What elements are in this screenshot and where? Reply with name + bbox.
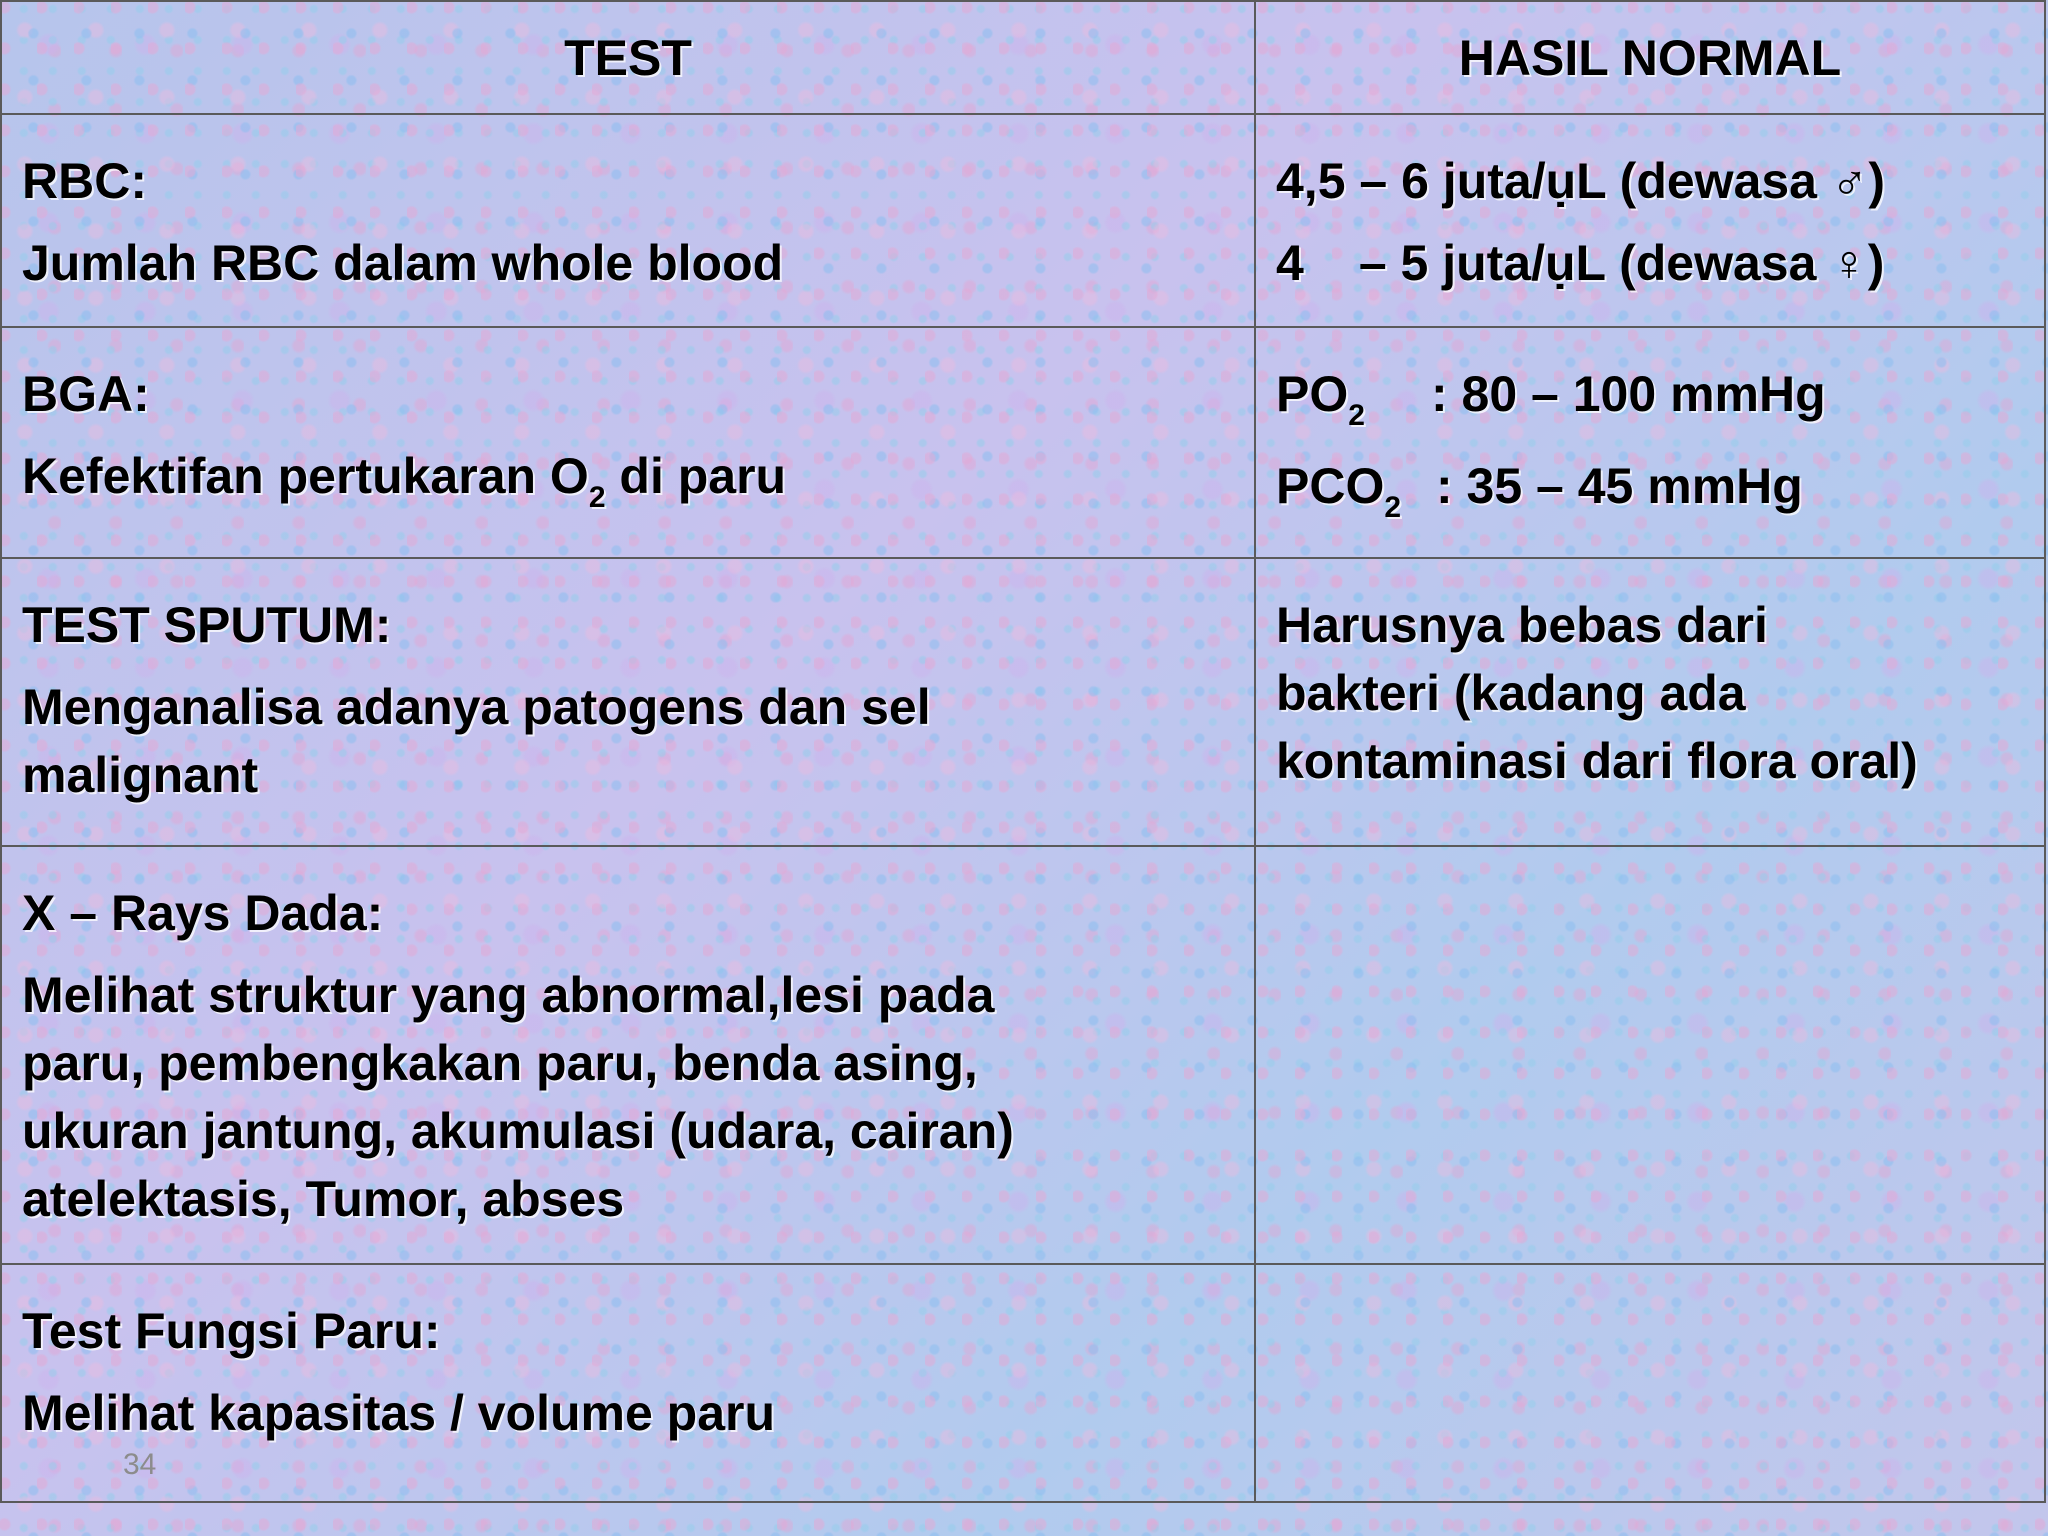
table-row-rbc bbox=[1, 114, 2045, 327]
test-desc-sputum-line: Menganalisa adanya patogens dan sel bbox=[22, 679, 931, 735]
test-cell-xray bbox=[1, 846, 1255, 1264]
test-desc-xray-line: ukuran jantung, akumulasi (udara, cairan) bbox=[22, 1103, 1014, 1159]
test-cell-bga bbox=[1, 327, 1255, 558]
result-sputum-line: kontaminasi dari flora oral) bbox=[1276, 733, 1918, 789]
result-sputum-line: Harusnya bebas dari bbox=[1276, 597, 1768, 653]
result-pco2: $PCO_2$ : 35 – 45 mmHg bbox=[1276, 458, 1803, 524]
test-desc-xray-line: paru, pembengkakan paru, benda asing, bbox=[22, 1035, 978, 1091]
result-po2: $PO_2$ : 80 – 100 mmHg bbox=[1276, 366, 1826, 432]
table-row-xray bbox=[1, 846, 2045, 1264]
test-desc-fungsi-paru: Melihat kapasitas / volume paru bbox=[22, 1385, 776, 1441]
table-row-bga bbox=[1, 327, 2045, 558]
slide-page-number: 34 bbox=[123, 1448, 157, 1481]
result-rbc-male: 4,5 – 6 juta/ụL (dewasa ♂) bbox=[1276, 153, 1886, 209]
test-title-fungsi-paru: Test Fungsi Paru: bbox=[22, 1303, 441, 1359]
table-row-sputum bbox=[1, 558, 2045, 846]
header-test: TEST bbox=[1, 1, 1255, 114]
test-title-bga: BGA: bbox=[22, 366, 150, 422]
test-desc-xray-line: Melihat struktur yang abnormal,lesi pada bbox=[22, 967, 995, 1023]
test-desc-sputum-line: malignant bbox=[22, 747, 259, 803]
header-hasil-normal: HASIL NORMAL bbox=[1255, 1, 2045, 114]
result-cell-bga bbox=[1255, 327, 2045, 558]
test-desc-bga: Kefektifan pertukaran $O_2$ di paru bbox=[22, 448, 787, 514]
test-desc-rbc: Jumlah RBC dalam whole blood bbox=[22, 235, 784, 291]
test-cell-fungsi-paru bbox=[1, 1264, 1255, 1502]
result-rbc-female: 4 – 5 juta/ụL (dewasa ♀) bbox=[1276, 235, 1885, 291]
test-title-sputum: TEST SPUTUM: bbox=[22, 597, 392, 653]
result-cell-sputum bbox=[1255, 558, 2045, 846]
result-cell-fungsi-paru bbox=[1255, 1264, 2045, 1502]
test-title-rbc: RBC: bbox=[22, 153, 147, 209]
test-title-xray: X – Rays Dada: bbox=[22, 885, 384, 941]
result-cell-xray bbox=[1255, 846, 2045, 1264]
test-cell-rbc bbox=[1, 114, 1255, 327]
test-desc-xray-line: atelektasis, Tumor, abses bbox=[22, 1171, 625, 1227]
table-header-row bbox=[1, 1, 2045, 114]
test-cell-sputum bbox=[1, 558, 1255, 846]
result-cell-rbc bbox=[1255, 114, 2045, 327]
table-row-fungsi-paru bbox=[1, 1264, 2045, 1502]
result-sputum-line: bakteri (kadang ada bbox=[1276, 665, 1746, 721]
